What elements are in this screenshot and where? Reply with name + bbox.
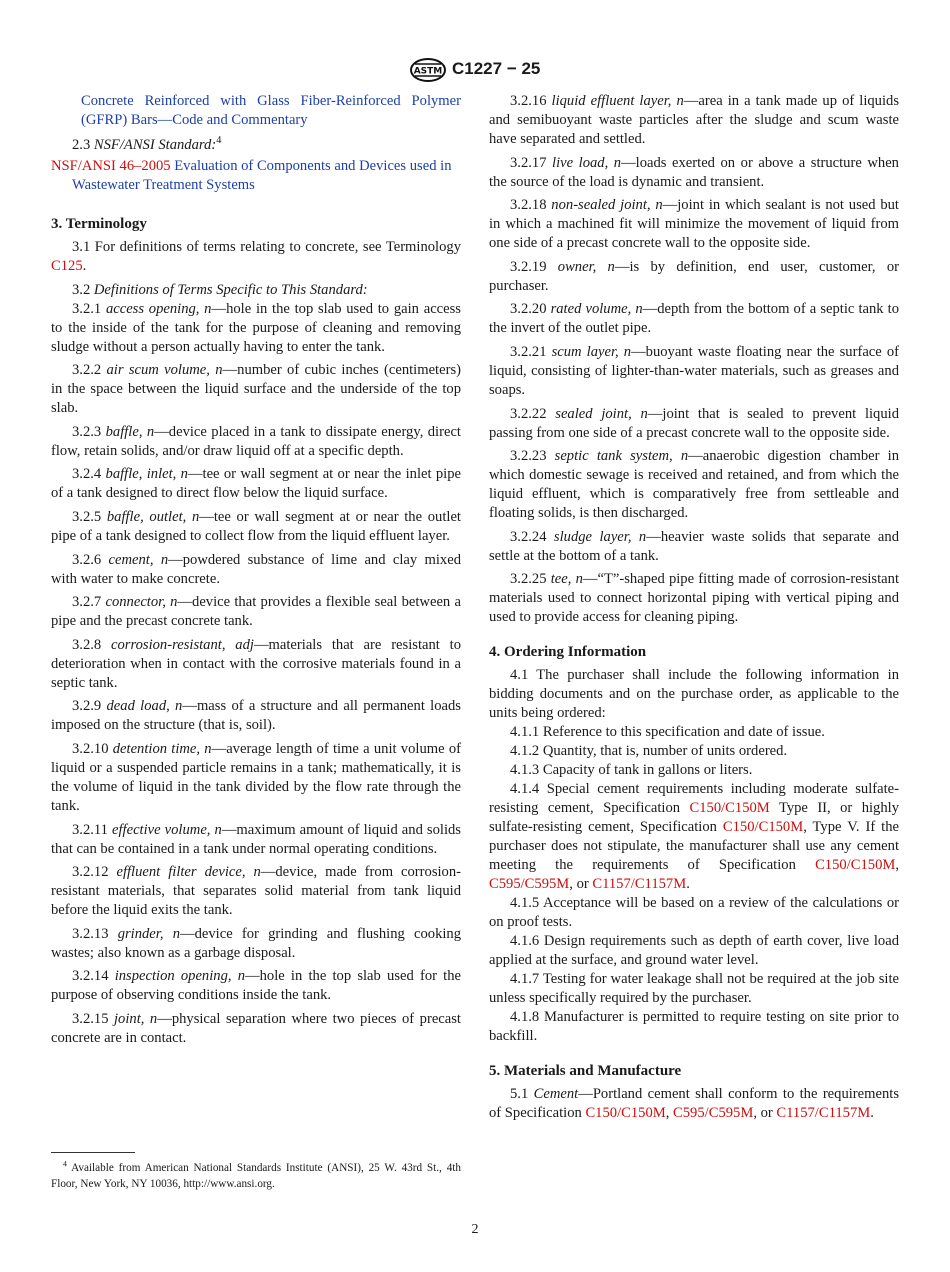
definition-number: 3.2.11 [72,821,112,838]
definition-number: 3.2.23 [510,448,555,465]
section-4-1: 4.1 The purchaser shall include the following information in bidding documents and on the purchase order, as applicable to the units being ordered: [489,667,899,722]
definition-number: 3.2.7 [72,594,106,611]
definition-item [489,570,899,627]
definition-number: 3.2.17 [510,154,553,171]
spec-link-c150[interactable]: C150/C150M [722,819,804,836]
section-3-2: 3.2 Definitions of Terms Specific to This Standard: [72,281,368,298]
definition-term: baffle, outlet, n [106,508,200,525]
definition-text: —number of cubic inches (centimeters) in the space between the liquid surface and the underside of the top slab. [51,362,461,417]
definition-number: 3.2.12 [72,864,117,881]
definition-term: joint, n [114,1010,158,1027]
section-5-heading: 5. Materials and Manufacture [489,1063,682,1080]
definition-text: —loads exerted on or above a structure when the source of the load is dynamic and transient. [489,154,899,190]
definition-number: 3.2.13 [72,925,118,942]
definition-item [489,343,899,400]
definition-item [489,405,899,443]
definition-term: tee, n [550,571,583,588]
definition-item [51,551,461,589]
definition-term: detention time, n [112,740,212,757]
definition-number: 3.2.20 [510,301,551,318]
footnote-ref-4[interactable]: 4 [216,135,222,147]
definition-text: —“T”-shaped pipe fitting made of corrosion-resistant materials used to connect horizontal piping with vertical piping and used to provide access for cleaning piping. [489,571,899,626]
nsf-title-link[interactable]: Evaluation of Components and Devices used in Wastewater Treatment Systems [72,158,452,193]
definition-item [489,300,899,338]
aci-reference [51,92,461,130]
section-3-1: 3.1 For definitions of terms relating to concrete, see Terminology C125. [51,239,461,274]
definition-item [51,593,461,631]
definition-term: scum layer, n [551,343,632,360]
definition-item [51,821,461,859]
definition-number: 3.2.16 [510,93,552,109]
definition-text: —device that provides a flexible seal between a pipe and the precast concrete tank. [51,594,461,630]
c125-link[interactable]: C125 [51,258,83,274]
definition-term: inspection opening, n [114,968,246,985]
definition-term: live load, n [552,154,622,171]
definition-item [51,636,461,693]
definition-term: sludge layer, n [553,528,647,545]
section-4-1-8: 4.1.8 Manufacturer is permitted to require testing on site prior to backfill. [489,1009,899,1045]
definition-number: 3.2.3 [72,423,106,440]
footnote-4: $^4$ Available from American National Standards Institute (ANSI), 25 W. 43rd St., 4th Floor, New York, NY 10036, http://www.ansi.org. [51,1159,461,1190]
definition-term: air scum volume, n [106,362,223,379]
definition-item [51,1010,461,1048]
definition-term: liquid effluent layer, n [551,93,684,109]
definition-text: —device for grinding and flushing cooking wastes; also known as a garbage disposal. [51,925,462,961]
page-header [0,58,950,84]
definition-term: baffle, n [105,423,155,440]
definition-term: effective volume, n [112,821,222,838]
definition-item [51,925,461,963]
definition-text: —hole in the top slab used to gain access to the inside of the tank for the purpose of cleaning and removing sludge without a person actually having to enter the tank. [51,300,461,355]
definition-term: owner, n [557,258,615,275]
definition-term: cement, n [108,551,169,568]
definition-number: 3.2.18 [510,197,552,214]
definition-number: 3.2.10 [72,740,113,757]
definition-text: —device placed in a tank to dissipate energy, direct flow, retain solids, and/or draw liquid off at a specific depth. [51,423,461,459]
definition-number: 3.2.19 [510,258,558,275]
definition-text: —area in a tank made up of liquids and semibuoyant waste particles after the sludge and scum waste have separated and settled. [489,93,899,147]
nsf-code-link[interactable]: NSF/ANSI 46–2005 [51,158,171,174]
definition-text: —physical separation where two pieces of precast concrete are in contact. [51,1010,461,1046]
definition-text: —mass of a structure and all permanent loads imposed on the structure (that is, soil). [51,698,461,734]
definition-item [51,863,461,920]
section-4-1-2: 4.1.2 Quantity, that is, number of units ordered. [510,743,788,760]
section-4-heading: 4. Ordering Information [489,644,647,661]
spec-link-c1157[interactable]: C1157/C1157M [776,1105,871,1122]
definition-text: —buoyant waste floating near the surface of liquid, consisting of lighter-than-water materials, such as greases and soaps. [489,343,899,398]
definition-term: effluent filter device, n [116,864,261,881]
definition-number: 3.2.6 [72,551,109,568]
left-column [51,92,461,1053]
definition-text: —anaerobic digestion chamber in which domestic sewage is received and retained, and from which the liquid effluent, which is comparatively free from settleable and floating solids, is then discharged. [489,448,899,522]
definition-number: 3.2.14 [72,968,115,985]
section-4-1-1: 4.1.1 Reference to this specification and date of issue. [510,724,825,741]
section-2-3: 2.3 NSF/ANSI Standard:$^4$ [72,135,222,153]
definition-item [51,967,461,1005]
svg-text:ASTM: ASTM [413,66,443,77]
definition-number: 3.2.15 [72,1010,114,1027]
definition-text: —device, made from corrosion-resistant materials, that separates solid material from tank liquid before the liquid exits the tank. [51,864,462,919]
definition-text: —average length of time a unit volume of liquid or a suspended particle remains in a tank; mathematically, it is the volume of liquid in the tank divided by the flow rate through the tank. [51,740,461,814]
definition-item [489,528,899,566]
definition-term: non-sealed joint, n [551,197,663,214]
definition-item [489,447,899,523]
section-3-heading: 3. Terminology [51,216,147,232]
definition-number: 3.2.9 [72,698,107,715]
spec-link-c150[interactable]: C150/C150M [815,857,896,874]
spec-link-c595[interactable]: C595/C595M [673,1105,754,1122]
spec-link-c150[interactable]: C150/C150M [689,800,770,817]
definition-number: 3.2.1 [72,300,106,317]
section-4-1-6: 4.1.6 Design requirements such as depth of earth cover, live load applied at the surface, and ground water level. [489,933,899,969]
spec-link-c595[interactable]: C595/C595M [489,876,570,893]
nsf-reference [51,157,461,195]
definition-item [51,740,461,816]
definition-text: —joint in which sealant is not used but in which a machined fit will minimize the movement of liquid from one side of a precast concrete wall to the opposite side. [489,197,899,252]
definition-number: 3.2.21 [510,343,552,360]
definition-item [51,300,461,357]
definition-item [51,361,461,418]
definition-item [489,154,899,192]
section-4-1-7: 4.1.7 Testing for water leakage shall not be required at the job site unless specifically required by the purchaser. [489,971,899,1007]
definition-term: sealed joint, n [555,405,648,422]
definition-term: grinder, n [117,925,180,942]
definition-text: —tee or wall segment at or near the outlet pipe of a tank designed to collect flow from the liquid effluent layer. [51,508,461,544]
spec-link-c1157[interactable]: C1157/C1157M [592,876,687,893]
definition-text: —joint that is sealed to prevent liquid passing from one side of a precast concrete wall to the opposite side. [489,405,899,441]
definition-text: —depth from the bottom of a septic tank to the invert of the outlet pipe. [489,301,899,337]
definition-number: 3.2.22 [510,405,556,422]
document-id: C1227 − 25 [452,59,541,78]
definition-text: —materials that are resistant to deterioration when in contact with the corrosive materials found in a septic tank. [51,636,461,691]
section-4-1-5: 4.1.5 Acceptance will be based on a review of the calculations or on proof tests. [489,895,899,931]
definition-text: —tee or wall segment at or near the inlet pipe of a tank designed to direct flow below the liquid surface. [51,466,461,502]
definition-term: access opening, n [105,300,212,317]
definition-term: corrosion-resistant, adj [111,636,254,653]
definition-item [51,423,461,461]
section-4-1-4: 4.1.4 Special cement requirements including moderate sulfate-resisting cement, Specification C150/C150M Type II, or highly sulfate-resisting cement, Specification C150/C150M, Type V. If the purchaser does not stipulate, the manufacturer shall use any cement meeting the requirements of Specification C150/C150M, C595/C595M, or C1157/C1157M. [489,781,899,893]
section-5-1: 5.1 Cement—Portland cement shall conform to the requirements of Specification C150/C150M, C595/C595M, or C1157/C1157M. [489,1086,899,1122]
definition-item [489,92,899,149]
definition-number: 3.2.8 [72,636,112,653]
definition-text: —powdered substance of lime and clay mixed with water to make concrete. [51,551,461,587]
definition-item [51,465,461,503]
definition-item [51,508,461,546]
definition-text: —is by definition, end user, customer, or purchaser. [489,258,899,294]
definition-number: 3.2.4 [72,466,106,483]
definition-number: 3.2.5 [72,508,107,525]
left-definitions-list [51,300,461,1048]
definition-text: —maximum amount of liquid and solids that can be contained in a tank under normal operating conditions. [51,821,461,857]
definition-item [489,258,899,296]
definition-term: rated volume, n [550,301,643,318]
definition-number: 3.2.24 [510,528,554,545]
section-4-1-3: 4.1.3 Capacity of tank in gallons or liters. [510,762,753,779]
definition-term: connector, n [105,594,178,611]
aci-reference-link[interactable]: Concrete Reinforced with Glass Fiber-Reinforced Polymer (GFRP) Bars—Code and Commentary [81,93,461,128]
definition-term: dead load, n [106,698,183,715]
definition-text: —heavier waste solids that separate and settle at the bottom of a tank. [489,528,899,564]
definition-term: septic tank system, n [554,448,689,465]
astm-logo-icon [409,58,447,82]
definition-item [489,196,899,253]
definition-item [51,697,461,735]
definition-term: baffle, inlet, n [105,466,188,483]
definition-text: —hole in the top slab used for the purpose of observing conditions inside the tank. [51,968,461,1004]
right-definitions-list [489,92,899,627]
footnote-divider [51,1152,135,1153]
definition-number: 3.2.25 [510,571,551,588]
definition-number: 3.2.2 [72,362,107,379]
page-number: 2 [471,1222,479,1237]
spec-link-c150[interactable]: C150/C150M [585,1105,666,1122]
right-column [489,92,899,1128]
